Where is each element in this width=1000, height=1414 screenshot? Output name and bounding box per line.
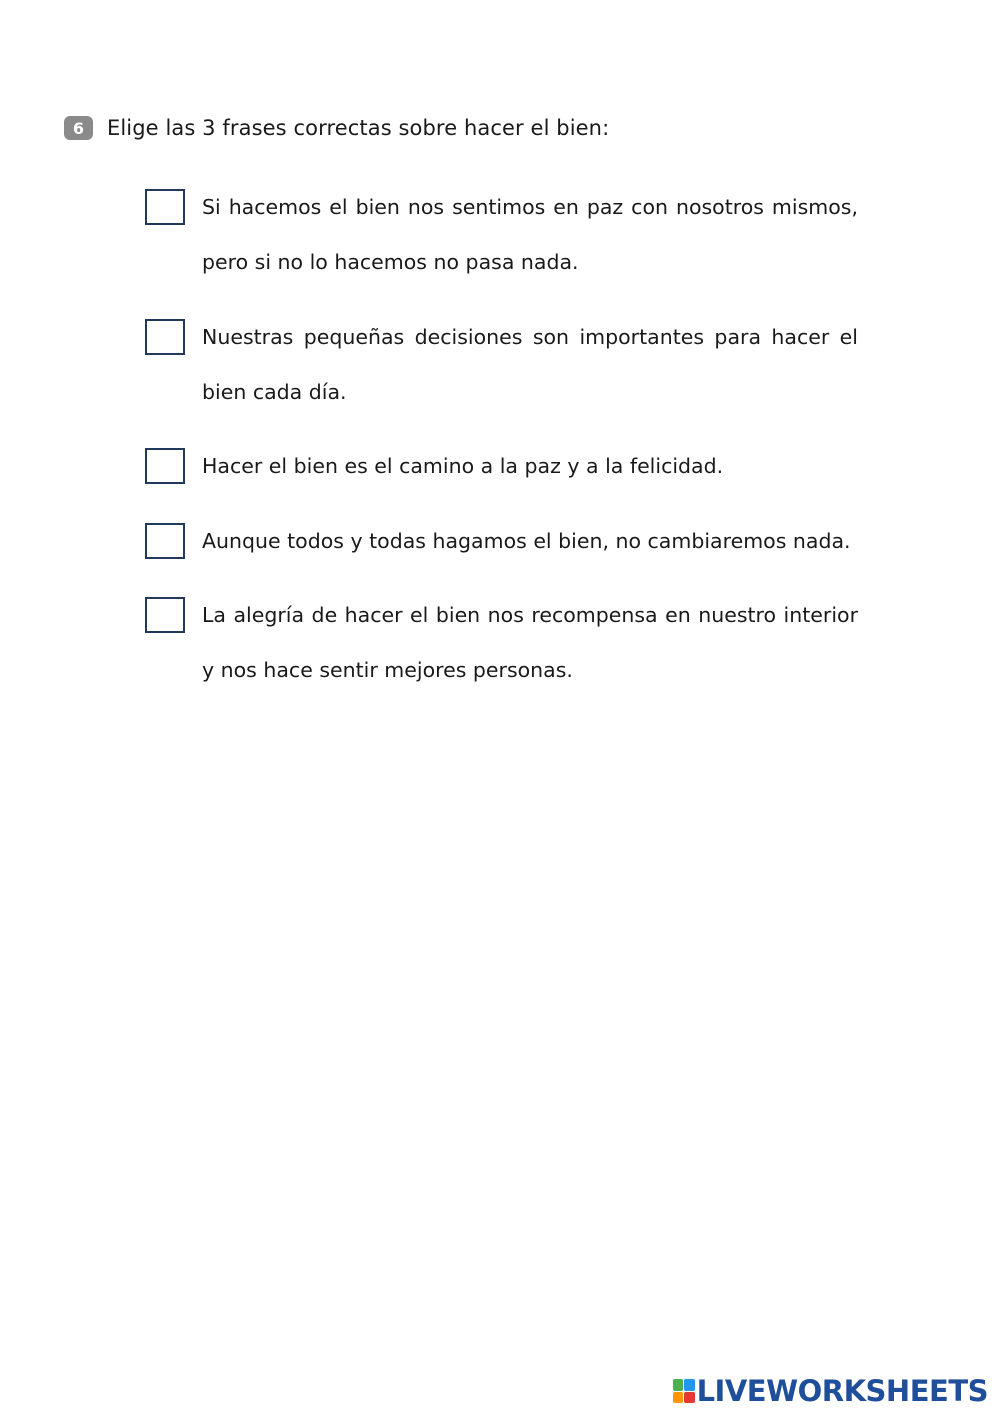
- question-text: Elige las 3 frases correctas sobre hacer el bien:: [107, 116, 610, 140]
- option-1: [145, 188, 860, 290]
- option-1-checkbox[interactable]: [145, 189, 185, 225]
- logo-grid-icon: [673, 1379, 695, 1403]
- logo-text: LIVEWORKSHEETS: [696, 1374, 988, 1408]
- logo-square-3: [673, 1392, 684, 1404]
- logo-square-2: [684, 1379, 695, 1391]
- option-5: [145, 596, 860, 698]
- liveworksheets-logo: [673, 1374, 988, 1408]
- option-5-checkbox[interactable]: [145, 597, 185, 633]
- logo-square-1: [673, 1379, 684, 1391]
- option-3: [145, 447, 860, 494]
- option-2-text: Nuestras pequeñas decisiones son importantes para hacer el bien cada día.: [202, 325, 858, 404]
- question-number-badge: 6: [64, 116, 93, 140]
- option-3-checkbox[interactable]: [145, 448, 185, 484]
- logo-square-4: [684, 1392, 695, 1404]
- question-header: [64, 116, 609, 140]
- option-4-text: Aunque todos y todas hagamos el bien, no cambiaremos nada.: [202, 529, 851, 553]
- option-5-text: La alegría de hacer el bien nos recompensa en nuestro interior y nos hace sentir mejores personas.: [202, 603, 858, 682]
- option-4-checkbox[interactable]: [145, 523, 185, 559]
- option-3-text: Hacer el bien es el camino a la paz y a la felicidad.: [202, 454, 724, 478]
- option-4: [145, 522, 860, 569]
- option-2: [145, 318, 860, 420]
- option-2-checkbox[interactable]: [145, 319, 185, 355]
- option-1-text: Si hacemos el bien nos sentimos en paz con nosotros mismos, pero si no lo hacemos no pasa nada.: [202, 195, 858, 274]
